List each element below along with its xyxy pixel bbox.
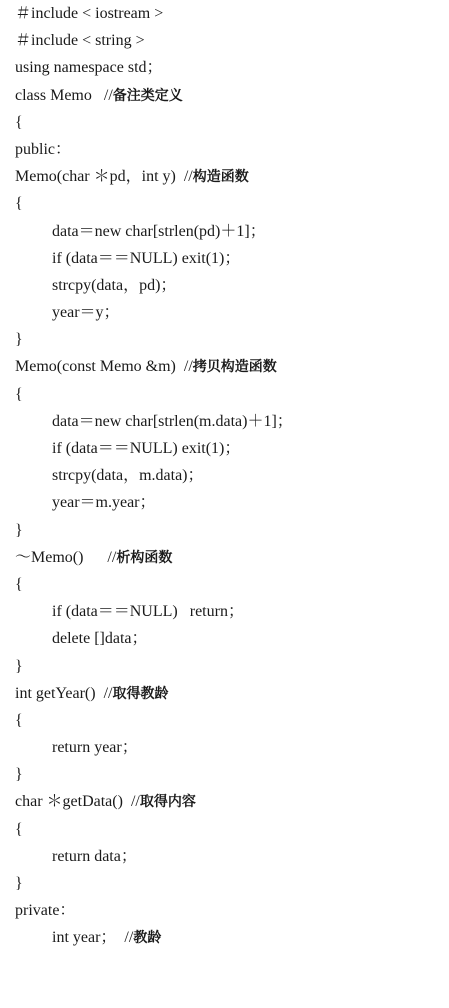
code-comment: 拷贝构造函数 <box>192 359 277 376</box>
code-text: delete []data； <box>52 630 148 648</box>
code-text: { <box>15 820 23 838</box>
code-listing <box>15 0 445 952</box>
code-text: Memo(char ＊pd，int y) // <box>15 168 193 186</box>
code-comment: 析构函数 <box>116 549 173 566</box>
code-line <box>15 489 445 516</box>
code-text: ＃include < iostream > <box>15 5 164 22</box>
code-line <box>15 218 445 245</box>
code-comment: 教龄 <box>133 930 162 947</box>
code-line <box>15 897 445 924</box>
code-line <box>15 408 445 435</box>
code-text: } <box>15 331 23 349</box>
code-line <box>15 870 445 897</box>
code-line <box>15 734 445 761</box>
code-line <box>15 326 445 353</box>
code-text: year＝m.year； <box>52 494 156 512</box>
code-line <box>15 707 445 734</box>
code-line <box>15 27 445 54</box>
code-text: year＝y； <box>52 304 120 322</box>
code-text: { <box>15 113 23 131</box>
code-text: char ＊getData() // <box>15 793 140 811</box>
code-text: } <box>15 521 23 539</box>
code-line <box>15 0 445 27</box>
code-line <box>15 462 445 489</box>
code-line <box>15 190 445 217</box>
code-text: } <box>15 657 23 675</box>
code-line <box>15 299 445 326</box>
code-text: { <box>15 195 23 213</box>
code-line <box>15 544 445 571</box>
code-text: Memo(const Memo &m) // <box>15 358 193 376</box>
code-text: int year； // <box>52 929 134 947</box>
code-line <box>15 136 445 163</box>
code-line <box>15 381 445 408</box>
code-line <box>15 625 445 652</box>
code-line <box>15 517 445 544</box>
code-text: strcpy(data，m.data)； <box>52 467 204 485</box>
code-text: if (data＝＝NULL) exit(1)； <box>52 440 241 457</box>
code-text: data＝new char[strlen(m.data)＋1]； <box>52 412 293 430</box>
code-line <box>15 353 445 380</box>
code-text: class Memo // <box>15 86 113 104</box>
code-text: data＝new char[strlen(pd)＋1]； <box>52 222 266 240</box>
code-text: } <box>15 875 23 892</box>
code-text: int getYear() // <box>15 684 113 702</box>
code-text: { <box>15 385 23 403</box>
code-line <box>15 761 445 788</box>
code-comment: 取得内容 <box>139 794 196 811</box>
code-line <box>15 680 445 707</box>
code-line <box>15 843 445 870</box>
code-line <box>15 163 445 190</box>
code-line <box>15 54 445 81</box>
code-line <box>15 571 445 598</box>
code-comment: 备注类定义 <box>112 87 183 104</box>
code-line <box>15 82 445 109</box>
code-line <box>15 245 445 272</box>
code-text: ＃include < string > <box>15 32 145 50</box>
code-text: { <box>15 575 23 593</box>
code-text: return data； <box>52 847 137 865</box>
code-text: strcpy(data，pd)； <box>52 276 177 294</box>
code-text: if (data＝＝NULL) exit(1)； <box>52 249 241 267</box>
code-line <box>15 816 445 843</box>
code-comment: 取得教龄 <box>112 685 169 702</box>
code-line <box>15 435 445 462</box>
code-text: if (data＝＝NULL) return； <box>52 603 244 621</box>
code-line <box>15 924 445 951</box>
code-line <box>15 653 445 680</box>
code-line <box>15 598 445 625</box>
code-line <box>15 272 445 299</box>
code-text: using namespace std； <box>15 59 163 77</box>
code-text: return year； <box>52 739 138 757</box>
code-comment: 构造函数 <box>192 169 249 186</box>
code-line <box>15 788 445 815</box>
code-text: private： <box>15 902 76 920</box>
code-text: { <box>15 711 23 729</box>
code-text: } <box>15 766 23 784</box>
code-line <box>15 109 445 136</box>
code-text: ～Memo() // <box>15 548 117 566</box>
code-text: public： <box>15 140 71 158</box>
